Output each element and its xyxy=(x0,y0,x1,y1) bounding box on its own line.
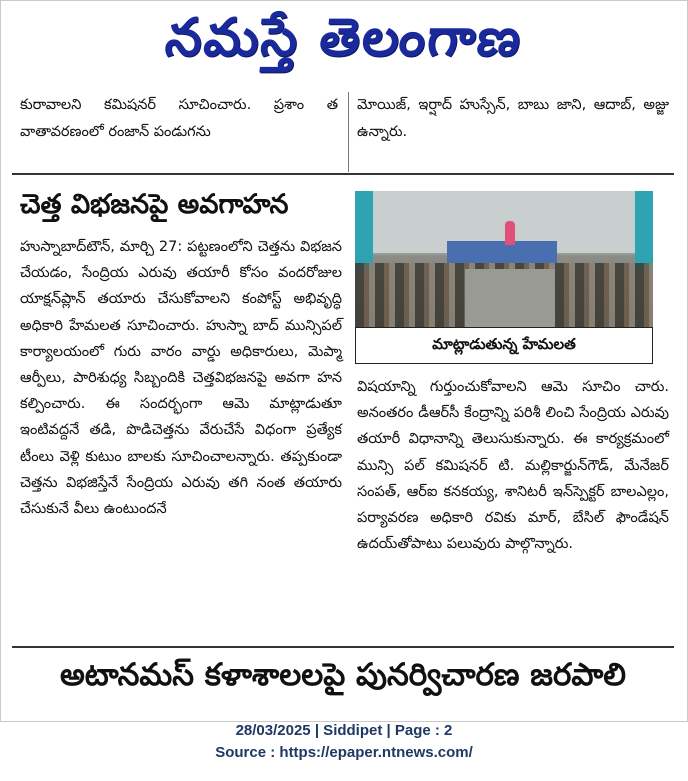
page-footer xyxy=(0,720,688,764)
section-divider-top xyxy=(12,173,674,175)
continuation-left xyxy=(20,92,338,145)
article-photo xyxy=(355,191,653,327)
continuation-right-text: మోయిజ్, ఇర్షాద్ హుస్సేన్, బాబు జాని, ఆదాబ్, అజ్జు ఉన్నారు. xyxy=(357,97,669,140)
photo-caption: మాట్లాడుతున్న హేమలత xyxy=(355,327,653,364)
newspaper-logo: నమస్తే తెలంగాణ xyxy=(162,7,526,68)
continuation-right xyxy=(357,92,669,145)
article-headline: చెత్త విభజనపై అవగాహన xyxy=(20,189,289,220)
edition-info: 28/03/2025 | Siddipet | Page : 2 xyxy=(235,722,453,739)
source-link[interactable]: Source : https://epaper.ntnews.com/ xyxy=(215,744,473,761)
next-article-headline: అటానమస్ కళాశాలలపై పునర్విచారణ జరపాలి xyxy=(59,657,627,693)
continuation-left-text: కురావాలని కమిషనర్ సూచించారు. ప్రశాం త వాతావరణంలో రంజాన్ పండుగను xyxy=(20,97,338,140)
article-body-left-text: హుస్నాబాద్‌టౌన్, మార్చి 27: పట్టణంలోని చెత్తను విభజన చేయడం, సేంద్రియ ఎరువు తయారీ కోసం వందరోజుల యాక్షన్‌ప్లాన్ తయారు చేసుకోవాలని కంపోస్ట్ అభివృద్ధి అధికారి హేమలత సూచించారు. హుస్నా బాద్ మున్సిపల్ కార్యాలయంలో గురు వారం వార్డు అధికారులు, మెప్మా ఆర్పీలు, పారిశుధ్య సిబ్బందికి చెత్తవిభజనపై అవగా హన కల్పించారు. ఈ సందర్భంగా ఆమె మాట్లాడుతూ ఇంటివద్దనే తడి, పొడిచెత్తను వేరుచేసే విధంగా ప్రత్యేక టీంలు వెళ్లి కుటుం బాలకు సూచించాలన్నారు. తప్పకుండా చెత్తను విభజిస్తేనే సేంద్రియ ఎరువు తగి నంత తయారు చేసుకునే వీలు ఉంటుందనే xyxy=(20,239,342,518)
column-divider-top xyxy=(348,92,349,172)
article-body-left xyxy=(20,234,342,522)
section-divider-bottom xyxy=(12,646,674,648)
article-body-right-text: విషయాన్ని గుర్తుంచుకోవాలని ఆమె సూచిం చారు. అనంతరం డీఆర్‌సీ కేంద్రాన్ని పరిశీ లించి సేంద్రియ ఎరువు తయారీ విధానాన్ని తెలుసుకున్నారు. ఈ కార్యక్రమంలో మున్సి పల్ కమిషనర్ టి. మల్లికార్జున్‌గౌడ్, మేనేజర్ సంపత్, ఆర్‌ఐ కనకయ్య, శానిటరీ ఇన్‌స్పెక్టర్ బాలఎల్లం, పర్యావరణ అధికారి రవికు మార్, బేసిల్ ఫౌండేషన్ ఉదయ్‌తోపాటు పలువురు పాల్గొన్నారు. xyxy=(357,379,669,553)
masthead xyxy=(0,0,686,88)
article-body-right xyxy=(357,374,669,557)
